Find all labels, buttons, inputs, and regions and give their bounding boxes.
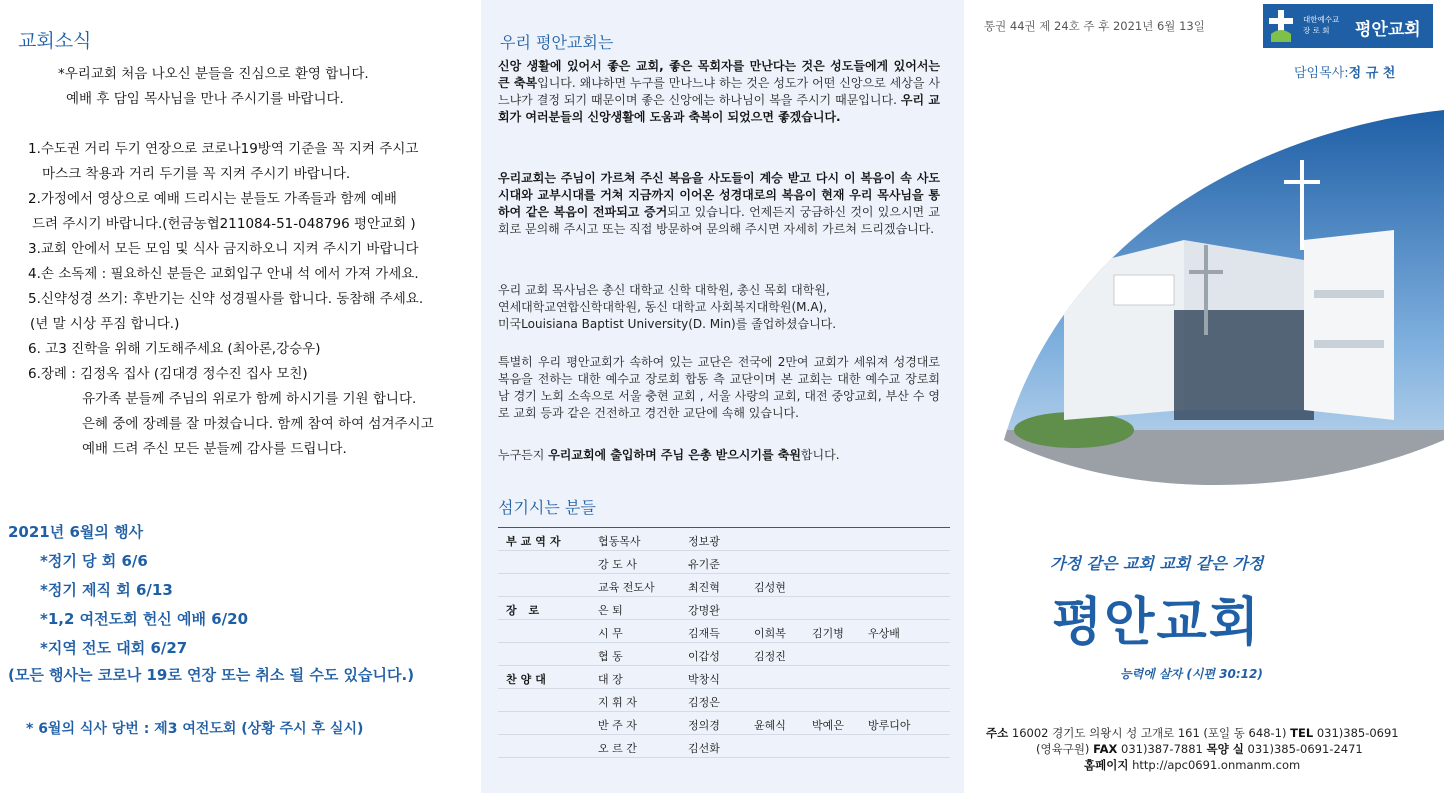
servers-person-name: 박예은 <box>812 719 844 732</box>
about-p2-bold: 우리교회는 주님이 가르쳐 주신 복음을 사도들이 계승 받고 다시 이 복음이 속 사도시대와 교부시대를 거쳐 지금까지 이어온 성경대로의 복음이 현재 우리 목사님을 통하여 같은 복음이 전파되고 증거 <box>498 171 940 219</box>
homepage-label: 홈페이지 <box>1084 758 1129 772</box>
cross-logo-icon <box>1267 8 1295 44</box>
servers-role: 협동목사 <box>598 535 641 548</box>
servers-person-name: 김재득 <box>688 627 720 640</box>
address-text: 16002 경기도 의왕시 성 고개로 161 (포일 동 648-1) <box>1011 726 1287 740</box>
about-p3-line: 우리 교회 목사님은 총신 대학교 신학 대학원, 총신 목회 대학원, <box>498 283 830 297</box>
youth-label: (영육구원) <box>1036 742 1090 756</box>
servers-role: 오 르 간 <box>598 742 637 755</box>
about-paragraph-2 <box>498 170 940 238</box>
servers-role: 지 휘 자 <box>598 696 637 709</box>
about-p1-bold: 신앙 생활에 있어서 좋은 교회, 좋은 목회자를 만난다는 것은 성도들에게 있어서는 큰 축복 <box>498 59 940 90</box>
fax-label: FAX <box>1093 742 1118 756</box>
news-line: 4.손 소독제 : 필요하신 분들은 교회입구 안내 석 에서 가져 가세요. <box>28 266 419 282</box>
event-item: *정기 당 회 6/6 <box>40 552 148 570</box>
news-line: 마스크 착용과 거리 두기를 꼭 지켜 주시기 바랍니다. <box>42 166 351 182</box>
church-name-large: 평안교회 <box>1052 593 1261 653</box>
about-p5-bold: 우리교회에 출입하며 주님 은총 받으시기를 축원 <box>548 448 801 462</box>
servers-title: 섬기시는 분들 <box>498 498 596 517</box>
servers-person-name: 강명완 <box>688 604 720 617</box>
about-paragraph-5 <box>498 447 940 464</box>
servers-role: 강 도 사 <box>598 558 637 571</box>
pastor-name: 정 규 천 <box>1348 66 1396 81</box>
pastor-label: 담임목사: <box>1294 66 1349 81</box>
logo-small-line-2: 장 로 회 <box>1303 26 1330 35</box>
meal-duty-note: * 6월의 식사 당번 : 제3 여전도회 (상황 주시 후 실시) <box>26 721 364 737</box>
news-line: 5.신약성경 쓰기: 후반기는 신약 성경필사를 합니다. 동참해 주세요. <box>28 291 424 307</box>
about-paragraph-4: 특별히 우리 평안교회가 속하여 있는 교단은 전국에 2만여 교회가 세워져 성경대로 복음을 전하는 대한 예수교 장로회 합동 측 교단이며 본 교회는 대한 예수교 장로회 남 경기 노회 소속으로 서울 충현 교회 , 서울 사랑의 교회, 대전 중앙교회, 부산 수 영로 교회 등과 같은 건전하고 경건한 교단에 속해 있습니다. <box>498 355 940 420</box>
tel-label: TEL <box>1290 726 1314 740</box>
news-line: *우리교회 처음 나오신 분들을 진심으로 환영 합니다. <box>58 66 369 82</box>
servers-person-name: 정의경 <box>688 719 720 732</box>
about-p5-pre: 누구든지 <box>498 448 549 462</box>
servers-row <box>498 735 950 758</box>
about-title: 우리 평안교회는 <box>500 33 614 52</box>
servers-category: 찬양대 <box>506 673 550 686</box>
tel-number: 031)385-0691 <box>1316 726 1399 740</box>
servers-person-name: 김정진 <box>754 650 786 663</box>
servers-person-name: 김정은 <box>688 696 720 709</box>
servers-row <box>498 689 950 712</box>
servers-person-name: 이희복 <box>754 627 786 640</box>
pastor-info <box>1294 62 1395 81</box>
servers-person-name: 윤혜식 <box>754 719 786 732</box>
homepage-url: http://apc0691.onmanm.com <box>1132 758 1301 772</box>
servers-person-name: 유기준 <box>688 558 720 571</box>
study-number: 031)385-0691-2471 <box>1247 742 1363 756</box>
church-slogan: 가정 같은 교회 교회 같은 가정 <box>1050 554 1264 573</box>
logo-name: 평안교회 <box>1355 20 1421 40</box>
contact-line <box>1036 741 1363 757</box>
servers-person-name: 김성현 <box>754 581 786 594</box>
church-logo <box>1263 4 1433 48</box>
servers-person-name: 정보광 <box>688 535 720 548</box>
news-title: 교회소식 <box>18 30 92 52</box>
logo-small-line-1: 대한예수교 <box>1303 15 1340 24</box>
news-line: 은혜 중에 장례를 잘 마쳤습니다. 함께 참여 하여 섬겨주시고 <box>82 416 434 432</box>
news-line: 드려 주시기 바랍니다.(헌금농협211084-51-048796 평안교회 ) <box>32 216 416 232</box>
servers-person-name: 이갑성 <box>688 650 720 663</box>
about-p1-text: 입니다. 왜냐하면 누구를 만나느냐 하는 것은 성도가 어떤 신앙으로 세상을 사느냐가 결정 되기 때문이며 좋은 신앙에는 하나님이 복을 주시기 때문입니다. <box>498 76 940 107</box>
cover-column <box>964 0 1444 793</box>
about-p3-line: 연세대학교연합신학대학원, 동신 대학교 사회복지대학원(M.A), <box>498 300 828 314</box>
servers-person-name: 김기병 <box>812 627 844 640</box>
about-p5-post: 합니다. <box>800 448 840 462</box>
news-line: 예배 드려 주신 모든 분들께 감사를 드립니다. <box>82 441 347 457</box>
about-p3-line: 미국Louisiana Baptist University(D. Min)를 졸업하셨습니다. <box>498 317 837 331</box>
servers-category: 부교역자 <box>506 535 565 548</box>
news-column <box>0 0 480 793</box>
news-line: 예배 후 담임 목사님을 만나 주시기를 바랍니다. <box>66 91 344 107</box>
theme-verse: 능력에 살자 (시편 30:12) <box>1120 667 1263 681</box>
servers-row <box>498 574 950 597</box>
issue-info: 통권 44권 제 24호 주 후 2021년 6월 13일 <box>984 19 1205 33</box>
servers-person-name: 김선화 <box>688 742 720 755</box>
about-paragraph-1 <box>498 58 940 126</box>
news-line: 유가족 분들께 주님의 위로가 함께 하시기를 기원 합니다. <box>82 391 417 407</box>
news-line: 2.가정에서 영상으로 예배 드리시는 분들도 가족들과 함께 예배 <box>28 191 397 207</box>
news-line: (년 말 시상 푸짐 합니다.) <box>30 316 180 332</box>
servers-row <box>498 620 950 643</box>
study-label: 목양 실 <box>1206 742 1244 756</box>
servers-row <box>498 666 950 689</box>
servers-person-name: 우상배 <box>868 627 900 640</box>
servers-table <box>498 527 950 758</box>
servers-row <box>498 643 950 666</box>
events-title: 2021년 6월의 행사 <box>8 523 144 541</box>
servers-row <box>498 528 950 551</box>
about-p2-text: 되고 있습니다. 언제든지 궁금하신 것이 있으시면 교회로 문의해 주시고 또는 직접 방문하여 문의해 주시면 자세히 가르쳐 드리겠습니다. <box>498 205 940 236</box>
servers-role: 시 무 <box>598 627 623 640</box>
news-line: 3.교회 안에서 모든 모임 및 식사 금지하오니 지켜 주시기 바랍니다 <box>28 241 419 257</box>
about-p1-bold-2: 우리 교회가 여러분들의 신앙생활에 도움과 축복이 되었으면 좋겠습니다. <box>498 93 940 124</box>
news-line: 6. 고3 진학을 위해 기도해주세요 (최아론,강승우) <box>28 341 321 357</box>
servers-person-name: 최진혁 <box>688 581 720 594</box>
news-line: 1.수도권 거리 두기 연장으로 코로나19방역 기준을 꼭 지켜 주시고 <box>28 141 419 157</box>
address-label: 주소 <box>986 726 1009 740</box>
about-paragraph-3 <box>498 282 940 333</box>
homepage-line <box>1084 757 1300 773</box>
news-line: 6.장례 : 김정옥 집사 (김대경 정수진 집사 모친) <box>28 366 308 382</box>
servers-role: 협 동 <box>598 650 623 663</box>
about-column <box>481 0 964 793</box>
servers-row <box>498 712 950 735</box>
servers-person-name: 방루디아 <box>868 719 911 732</box>
event-item: *1,2 여전도회 헌신 예배 6/20 <box>40 610 249 628</box>
event-item: *정기 제직 회 6/13 <box>40 581 173 599</box>
servers-category: 장 로 <box>506 604 544 617</box>
servers-person-name: 박창식 <box>688 673 720 686</box>
events-note: (모든 행사는 코로나 19로 연장 또는 취소 될 수도 있습니다.) <box>8 666 415 684</box>
servers-role: 교육 전도사 <box>598 581 655 594</box>
servers-role: 은 퇴 <box>598 604 623 617</box>
address-line <box>986 725 1399 741</box>
logo-denomination <box>1303 14 1339 36</box>
servers-role: 대 장 <box>598 673 623 686</box>
fax-number: 031)387-7881 <box>1121 742 1203 756</box>
church-building-image <box>1004 110 1444 500</box>
servers-row <box>498 551 950 574</box>
servers-row <box>498 597 950 620</box>
servers-role: 반 주 자 <box>598 719 637 732</box>
event-item: *지역 전도 대회 6/27 <box>40 639 188 657</box>
